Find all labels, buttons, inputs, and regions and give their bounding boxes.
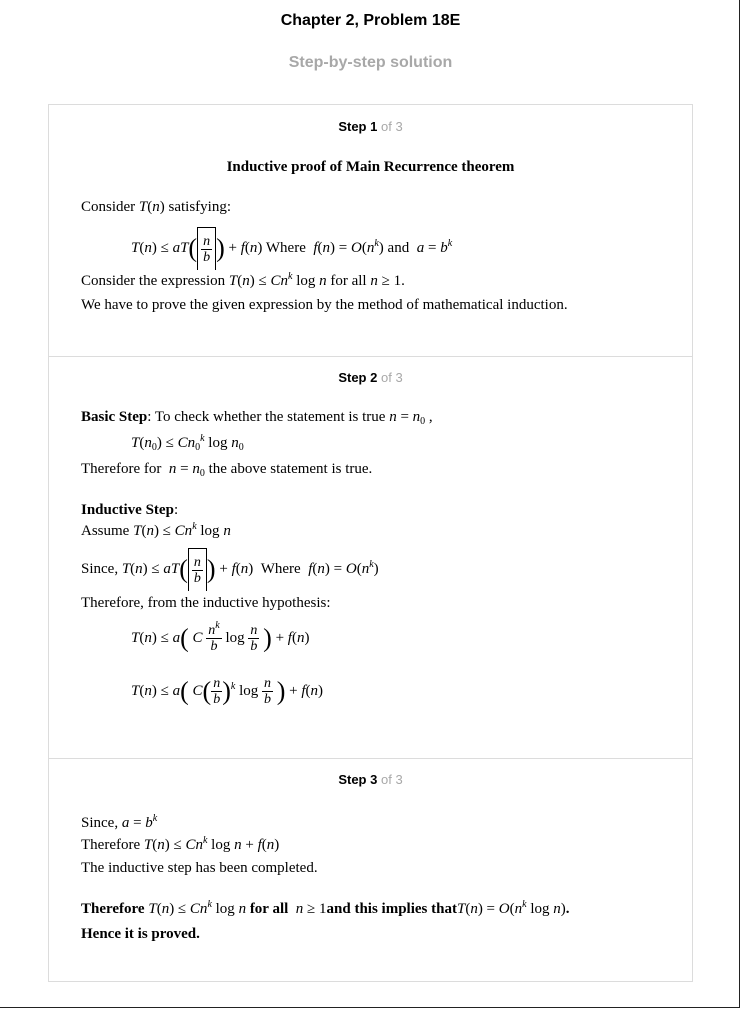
- step-2-label: Step 2 of 3: [338, 370, 403, 385]
- step-2-since-line: Since, T(n) ≤ aT( $\frac{n}{b}$ ) + f(n) Where $f(n) = O(n^k)$: [81, 548, 379, 590]
- step-3-label: Step 3 of 3: [338, 772, 403, 787]
- step-3-therefore-line: Therefore $T(n) \le Cn^k$ log n + f(n): [81, 835, 280, 853]
- step-2-formula-b: T(n) ≤ a( C( $\frac{n}{b}$ )$^k$ log $\frac{n}{b}$ ) + f(n): [131, 676, 324, 708]
- step-2-therefore-line: Therefore for $n = n_0$ the above statement is true.: [81, 461, 373, 479]
- step-1-expression-line: Consider the expression $T(n) \le Cn^k$ log n for all n ≥ 1.: [81, 271, 405, 289]
- step-2-inductive-label: Inductive Step:: [81, 502, 179, 518]
- step-3-since-line: Since, $a = b^k$: [81, 813, 158, 831]
- page-title: Chapter 2, Problem 18E: [280, 12, 461, 29]
- step-2-assume-line: Assume $T(n) \le Cn^k$ log n: [81, 521, 231, 539]
- step-divider: [49, 758, 692, 759]
- step-3-completed-line: The inductive step has been completed.: [81, 860, 318, 876]
- step-1-recurrence: T(n) ≤ aT( $\frac{n}{b}$ ) + f(n) Where $f(n) = O(n^k)$ and $a = b^k$: [131, 227, 452, 269]
- step-2-basic-formula: $T(n_0) \le Cn_0^k$ $\log n_0$: [131, 433, 244, 453]
- step-1-consider-line: Consider T(n) satisfying:: [81, 199, 232, 215]
- step-2-formula-a: T(n) ≤ a( C $\frac{n^k}{b}$ log $\frac{n}{b}$ ) + f(n): [131, 620, 310, 655]
- step-1-prove-line: We have to prove the given expression by the method of mathematical induction.: [81, 297, 568, 313]
- step-divider: [49, 356, 692, 357]
- step-2-basic-line: Basic Step: To check whether the statement is true $n = n_0$ ,: [81, 409, 433, 427]
- step-2-hypothesis-line: Therefore, from the inductive hypothesis:: [81, 595, 331, 611]
- step-3-proved-line: Hence it is proved.: [81, 926, 200, 942]
- step-1-label: Step 1 of 3: [338, 119, 403, 134]
- solution-card: [48, 104, 693, 982]
- step-3-final-line: Therefore $T(n) \le Cn^k$ log n for all n ≥ 1and this implies thatT(n) = $O(n^k$ log n).: [81, 899, 570, 917]
- step-1-heading: Inductive proof of Main Recurrence theorem: [226, 159, 515, 175]
- page-subtitle: Step-by-step solution: [288, 54, 453, 71]
